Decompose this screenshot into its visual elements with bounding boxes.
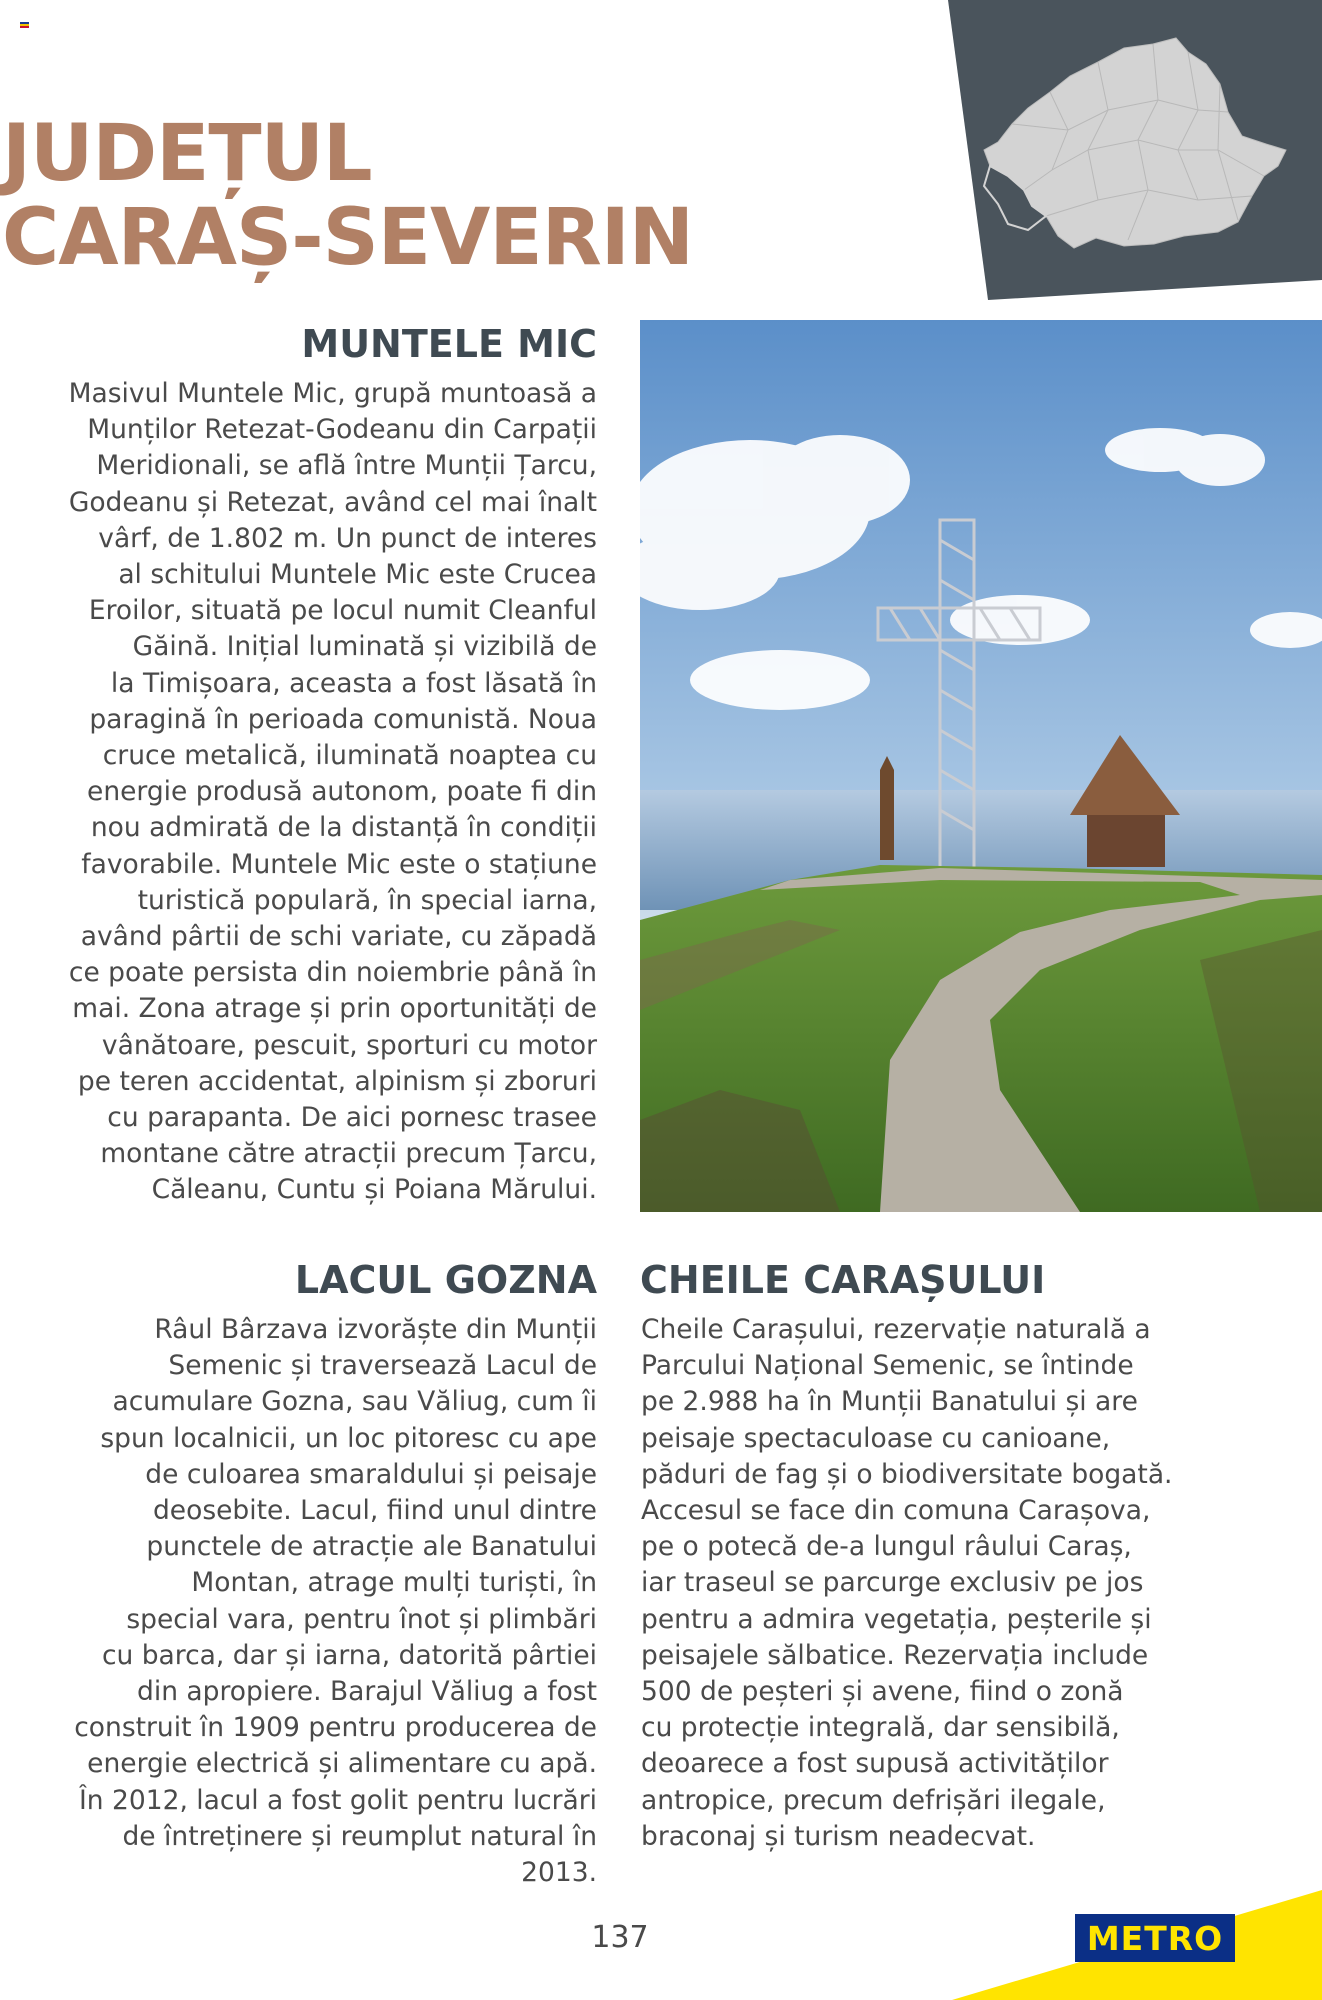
text-line: Montan, atrage mulți turiști, în bbox=[191, 1567, 597, 1599]
text-line: pe 2.988 ha în Munții Banatului și are bbox=[641, 1386, 1138, 1418]
text-line: special vara, pentru înot și plimbări bbox=[126, 1603, 597, 1635]
text-line: Eroilor, situată pe locul numit Cleanful bbox=[88, 595, 597, 627]
text-line: nou admirată de la distanță în condiții bbox=[90, 812, 597, 844]
text-line: punctele de atracție ale Banatului bbox=[146, 1531, 597, 1563]
text-line: al schitului Muntele Mic este Crucea bbox=[118, 559, 597, 591]
muntele-mic-heading: MUNTELE MIC bbox=[301, 322, 597, 366]
metro-logo-text: METRO bbox=[1086, 1918, 1224, 1958]
text-line: spun localnicii, un loc pitoresc cu ape bbox=[100, 1422, 597, 1454]
text-line: ce poate persista din noiembrie până în bbox=[68, 957, 597, 989]
text-line: peisaje spectaculoase cu canioane, bbox=[641, 1422, 1111, 1454]
text-line: cruce metalică, iluminată noaptea cu bbox=[102, 740, 597, 772]
text-line: deoarece a fost supusă activităților bbox=[641, 1748, 1109, 1780]
title-line-1: JUDEȚUL bbox=[2, 109, 372, 199]
text-line: la Timișoara, aceasta a fost lăsată în bbox=[110, 667, 597, 699]
text-line: vânătoare, pescuit, sporturi cu motor bbox=[101, 1029, 597, 1061]
text-line: păduri de fag și o biodiversitate bogată. bbox=[641, 1458, 1173, 1490]
romania-map-icon bbox=[948, 0, 1322, 300]
text-line: având pârtii de schi variate, cu zăpadă bbox=[80, 921, 597, 953]
text-line: energie electrică și alimentare cu apă. bbox=[87, 1748, 597, 1780]
text-line: Godeanu și Retezat, având cel mai înalt bbox=[68, 486, 597, 518]
text-line: vârf, de 1.802 m. Un punct de interes bbox=[98, 522, 597, 554]
text-line: energie produsă autonom, poate fi din bbox=[87, 776, 597, 808]
text-line: de întreținere și reumplut natural în bbox=[122, 1820, 597, 1852]
text-line: paragină în perioada comunistă. Noua bbox=[89, 703, 597, 735]
lacul-gozna-heading: LACUL GOZNA bbox=[294, 1258, 597, 1302]
text-line: antropice, precum defrișări ilegale, bbox=[641, 1784, 1106, 1816]
text-line: construit în 1909 pentru producerea de bbox=[74, 1712, 597, 1744]
text-line: 2013. bbox=[521, 1857, 597, 1889]
page-number: 137 bbox=[591, 1920, 649, 1955]
text-line: cu parapanta. De aici pornesc trasee bbox=[107, 1102, 597, 1134]
text-line: Meridionali, se află între Munții Țarcu, bbox=[96, 450, 597, 482]
text-line: 500 de peșteri și avene, fiind o zonă bbox=[641, 1676, 1124, 1708]
text-line: cu protecție integrală, dar sensibilă, bbox=[641, 1712, 1120, 1744]
cheile-carasului-text bbox=[641, 1312, 1311, 1855]
metro-logo bbox=[1075, 1914, 1235, 1962]
text-line: Masivul Muntele Mic, grupă muntoasă a bbox=[68, 378, 597, 409]
text-line: favorabile. Muntele Mic este o stațiune bbox=[81, 848, 597, 880]
text-line: acumulare Gozna, sau Văliug, cum îi bbox=[112, 1386, 597, 1418]
text-line: peisajele sălbatice. Rezervația include bbox=[641, 1639, 1149, 1671]
cheile-carasului-heading: CHEILE CARAȘULUI bbox=[640, 1258, 1046, 1302]
text-line: În 2012, lacul a fost golit pentru lucrări bbox=[78, 1784, 597, 1816]
text-line: Parcului Național Semenic, se întinde bbox=[641, 1350, 1134, 1382]
romania-map-panel bbox=[948, 0, 1322, 300]
text-line: iar traseul se parcurge exclusiv pe jos bbox=[641, 1567, 1144, 1599]
text-line: cu barca, dar și iarna, datorită pârtiei bbox=[101, 1639, 597, 1671]
lacul-gozna-text bbox=[0, 1312, 597, 1891]
text-line: turistică populară, în special iarna, bbox=[137, 884, 597, 916]
text-line: Munților Retezat-Godeanu din Carpații bbox=[87, 414, 597, 446]
text-line: pe teren accidentat, alpinism și zboruri bbox=[77, 1065, 597, 1097]
text-line: Râul Bârzava izvorăște din Munții bbox=[154, 1314, 597, 1345]
flag-icon bbox=[20, 22, 29, 28]
text-line: Semenic și traversează Lacul de bbox=[168, 1350, 597, 1382]
muntele-mic-text bbox=[0, 376, 597, 1209]
text-line: deosebite. Lacul, fiind unul dintre bbox=[152, 1495, 597, 1527]
text-line: Cheile Carașului, rezervație naturală a bbox=[641, 1314, 1151, 1345]
text-line: mai. Zona atrage și prin oportunități de bbox=[72, 993, 597, 1025]
text-line: montane către atracții precum Țarcu, bbox=[100, 1138, 597, 1170]
text-line: pe o potecă de-a lungul râului Caraș, bbox=[641, 1531, 1132, 1563]
text-line: din apropiere. Barajul Văliug a fost bbox=[137, 1676, 597, 1708]
title-line-2: CARAȘ-SEVERIN bbox=[2, 193, 694, 283]
text-line: de culoarea smaraldului și peisaje bbox=[145, 1458, 597, 1490]
text-line: Căleanu, Cuntu și Poiana Mărului. bbox=[151, 1174, 597, 1206]
text-line: pentru a admira vegetația, peșterile și bbox=[641, 1603, 1152, 1635]
text-line: braconaj și turism neadecvat. bbox=[641, 1820, 1036, 1852]
muntele-mic-cross-photo bbox=[640, 320, 1322, 1212]
page-title bbox=[2, 109, 694, 283]
text-line: Accesul se face din comuna Carașova, bbox=[641, 1495, 1151, 1527]
text-line: Găină. Inițial luminată și vizibilă de bbox=[132, 631, 597, 663]
